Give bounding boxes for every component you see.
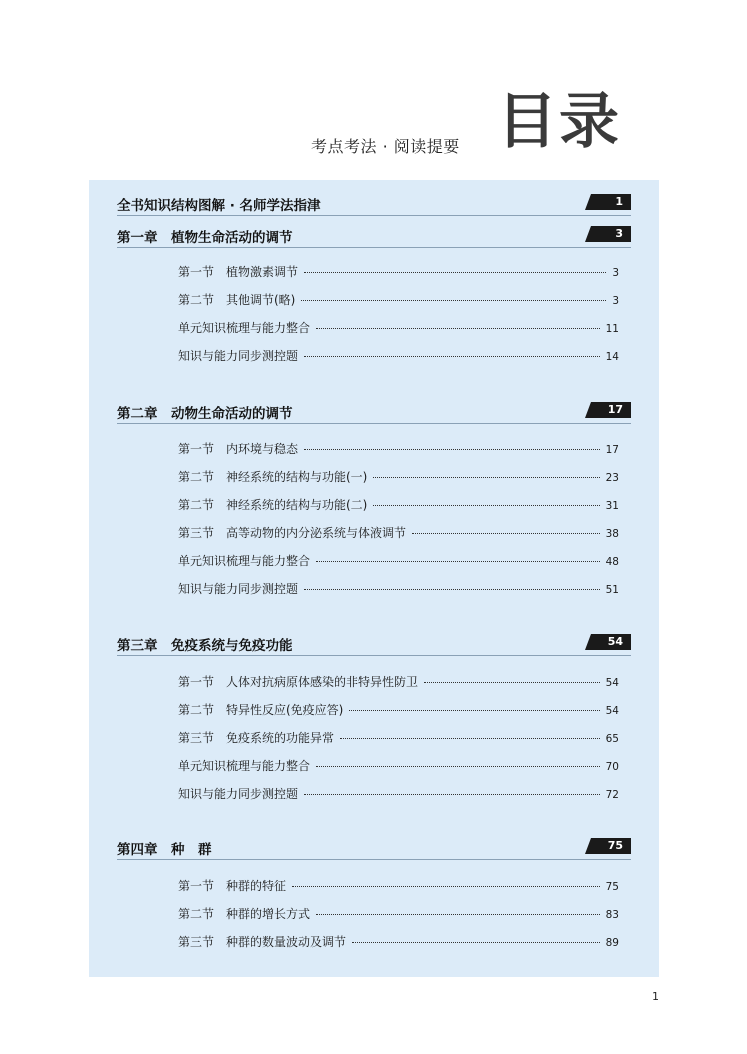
section-title: 第二节 种群的增长方式 (178, 907, 311, 921)
toc-section-row[interactable] (89, 757, 659, 779)
toc-section-row[interactable] (89, 701, 659, 723)
toc-section-row[interactable] (89, 440, 659, 462)
section-title: 第一节 内环境与稳态 (178, 442, 299, 456)
leader-dots (352, 942, 600, 943)
section-title: 第一节 人体对抗病原体感染的非特异性防卫 (178, 675, 419, 689)
section-page: 54 (605, 677, 619, 689)
chapter-title: 第四章 种 群 (117, 842, 212, 858)
section-page: 89 (605, 937, 619, 949)
section-title: 知识与能力同步测控题 (178, 349, 299, 363)
section-page: 38 (605, 528, 619, 540)
chapter-title: 第一章 植物生命活动的调节 (117, 230, 293, 246)
section-page: 72 (605, 789, 619, 801)
leader-dots (349, 710, 599, 711)
divider (117, 655, 631, 656)
chapter-row[interactable] (89, 224, 659, 248)
toc-section-row[interactable] (89, 496, 659, 518)
section-page: 48 (605, 556, 619, 568)
leader-dots (373, 505, 599, 506)
subtitle: 考点考法 · 阅读提要 (311, 137, 460, 156)
chapter-page-badge: 17 (591, 402, 631, 418)
chapter-page-badge: 3 (591, 226, 631, 242)
toc-intro-row[interactable] (89, 192, 659, 216)
toc-section-row[interactable] (89, 552, 659, 574)
leader-dots (412, 533, 600, 534)
section-title: 第三节 免疫系统的功能异常 (178, 731, 335, 745)
leader-dots (304, 449, 600, 450)
section-title: 知识与能力同步测控题 (178, 787, 299, 801)
section-page: 14 (605, 351, 619, 363)
leader-dots (304, 272, 606, 273)
section-page: 3 (612, 267, 619, 279)
section-title: 单元知识梳理与能力整合 (178, 759, 311, 773)
leader-dots (316, 561, 600, 562)
chapter-page-badge: 75 (591, 838, 631, 854)
section-title: 第三节 种群的数量波动及调节 (178, 935, 347, 949)
toc-section-row[interactable] (89, 580, 659, 602)
section-title: 单元知识梳理与能力整合 (178, 554, 311, 568)
header (0, 0, 747, 180)
toc-section-row[interactable] (89, 524, 659, 546)
page-title: 目录 (497, 87, 621, 157)
leader-dots (304, 589, 600, 590)
section-page: 54 (605, 705, 619, 717)
section-title: 单元知识梳理与能力整合 (178, 321, 311, 335)
toc-section-row[interactable] (89, 785, 659, 807)
chapter-title: 第二章 动物生命活动的调节 (117, 406, 293, 422)
section-page: 17 (605, 444, 619, 456)
chapter-row[interactable] (89, 836, 659, 860)
leader-dots (316, 328, 600, 329)
leader-dots (316, 766, 600, 767)
leader-dots (292, 886, 600, 887)
chapter-row[interactable] (89, 400, 659, 424)
section-title: 第一节 种群的特征 (178, 879, 287, 893)
toc-section-row[interactable] (89, 905, 659, 927)
chapter-page-badge: 54 (591, 634, 631, 650)
section-page: 51 (605, 584, 619, 596)
toc-section-row[interactable] (89, 263, 659, 285)
leader-dots (373, 477, 599, 478)
leader-dots (340, 738, 600, 739)
toc-section-row[interactable] (89, 347, 659, 369)
divider (117, 423, 631, 424)
section-page: 75 (605, 881, 619, 893)
section-page: 23 (605, 472, 619, 484)
leader-dots (424, 682, 600, 683)
chapter-title: 第三章 免疫系统与免疫功能 (117, 638, 293, 654)
divider (117, 215, 631, 216)
leader-dots (304, 356, 600, 357)
section-title: 第一节 植物激素调节 (178, 265, 299, 279)
page-number: 1 (652, 990, 659, 1003)
divider (117, 247, 631, 248)
intro-page-badge: 1 (591, 194, 631, 210)
toc-section-row[interactable] (89, 673, 659, 695)
section-title: 知识与能力同步测控题 (178, 582, 299, 596)
toc-section-row[interactable] (89, 291, 659, 313)
section-page: 11 (605, 323, 619, 335)
toc-section-row[interactable] (89, 319, 659, 341)
leader-dots (304, 794, 600, 795)
toc-section-row[interactable] (89, 729, 659, 751)
divider (117, 859, 631, 860)
section-page: 31 (605, 500, 619, 512)
toc-section-row[interactable] (89, 468, 659, 490)
section-title: 第二节 其他调节(略) (178, 293, 296, 307)
section-page: 65 (605, 733, 619, 745)
section-page: 70 (605, 761, 619, 773)
toc-section-row[interactable] (89, 877, 659, 899)
section-title: 第二节 神经系统的结构与功能(一) (178, 470, 368, 484)
toc-section-row[interactable] (89, 933, 659, 955)
intro-title: 全书知识结构图解 · 名师学法指津 (117, 198, 321, 214)
leader-dots (316, 914, 600, 915)
leader-dots (301, 300, 606, 301)
toc-panel (89, 180, 659, 977)
section-title: 第二节 神经系统的结构与功能(二) (178, 498, 368, 512)
section-title: 第三节 高等动物的内分泌系统与体液调节 (178, 526, 407, 540)
section-page: 83 (605, 909, 619, 921)
section-page: 3 (612, 295, 619, 307)
section-title: 第二节 特异性反应(免疫应答) (178, 703, 344, 717)
chapter-row[interactable] (89, 632, 659, 656)
